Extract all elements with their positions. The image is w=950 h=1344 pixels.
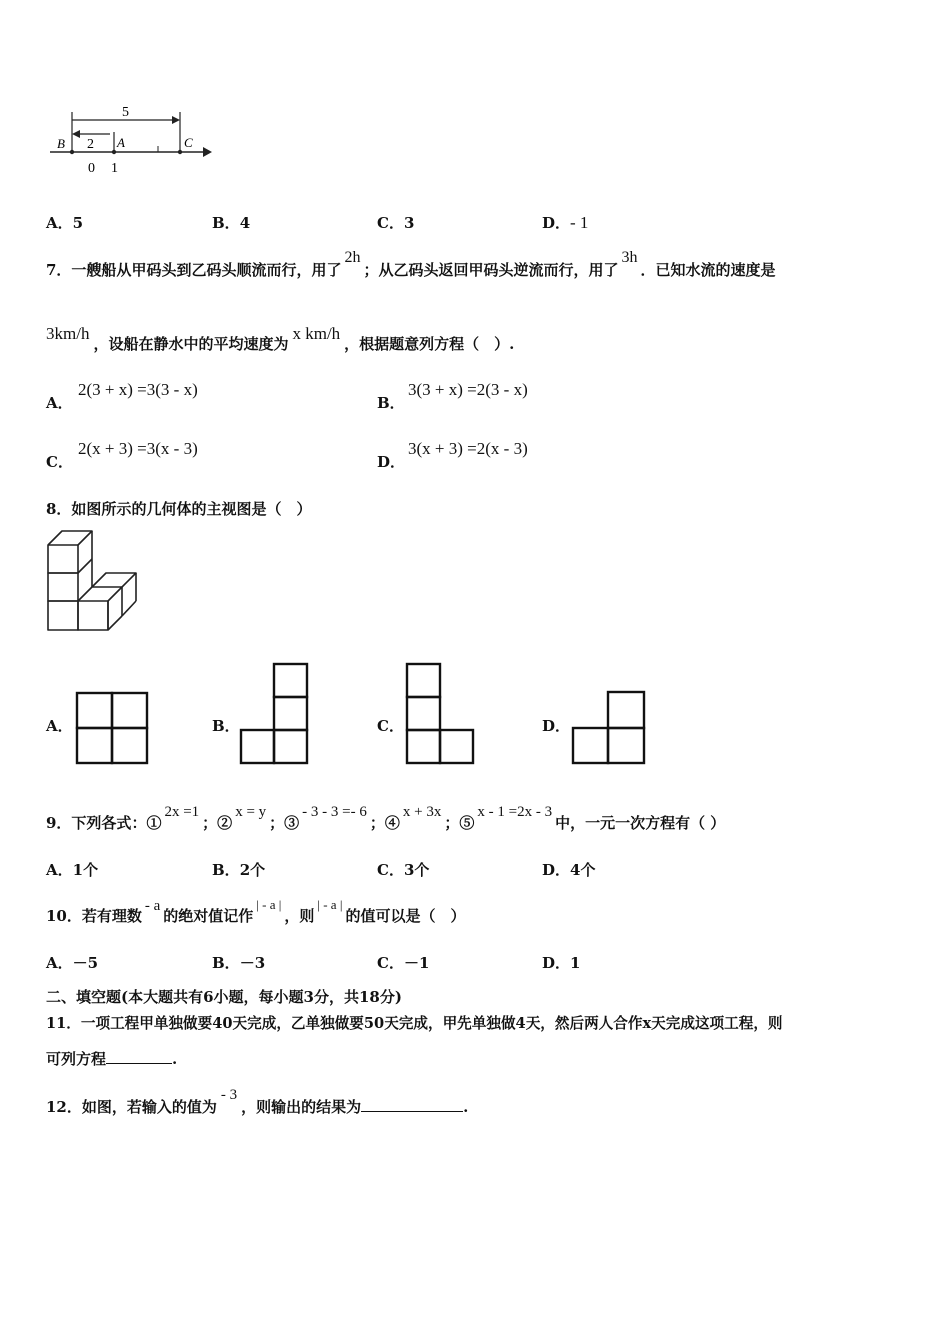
q8-stem: 8．如图所示的几何体的主视图是（ ） [46,500,312,518]
q8-solid-figure [0,520,200,640]
q9-option-b[interactable]: B．2个 [212,861,266,879]
q7-speed: 3km/h [46,324,90,343]
q8-option-c-view [406,663,474,764]
q10-stem: 10．若有理数- a的绝对值记作| - a |，则| - a |的值可以是（ ） [46,897,466,925]
numberline-label-a: A [117,135,125,150]
q9-option-c[interactable]: C．3个 [377,861,430,879]
q9-eq4: x + 3x [402,804,442,820]
q7-t1: 2h [344,249,361,266]
q8-option-d[interactable]: D． [542,717,571,735]
numberline-label-5: 5 [122,105,129,120]
numberline-tick-0: 0 [88,161,95,176]
q7-option-a[interactable]: A． [46,394,73,412]
q7-option-d-expr: 3(x + 3) =2(x - 3) [408,439,528,458]
q7-option-c-expr: 2(x + 3) =3(x - 3) [78,439,198,458]
q7-t2: 3h [621,249,638,266]
q9-option-a[interactable]: A．1个 [46,861,99,879]
q7-option-c[interactable]: C． [46,453,73,471]
q7-var: x km/h [292,324,341,343]
q7-line1: 7．一艘船从甲码头到乙码头顺流而行，用了2h；从乙码头返回甲码头逆流而行，用了3h．已知水流的速度是 [46,249,776,279]
numberline-tick-1: 1 [111,161,118,176]
q6-option-c[interactable]: C．3 [377,214,415,232]
q8-option-b[interactable]: B． [212,717,240,735]
q10-abs-1: | - a | [256,897,282,912]
q7-option-b-expr: 3(3 + x) =2(3 - x) [408,380,528,399]
q7-option-a-expr: 2(3 + x) =3(3 - x) [78,380,198,399]
numberline-label-b: B [57,136,65,151]
q8-option-a[interactable]: A． [46,717,73,735]
q10-neg-a: - a [144,898,161,914]
q7-option-d[interactable]: D． [377,453,406,471]
q9-eq1: 2x =1 [164,804,200,820]
q11-line1: 11．一项工程甲单独做要40天完成，乙单独做要50天完成，甲先单独做4天，然后两人合作x天完成这项工程，则 [46,1015,783,1032]
q10-option-d[interactable]: D．1 [542,954,581,972]
number-line-figure [0,0,950,200]
q9-option-d[interactable]: D．4个 [542,861,596,879]
q8-option-c[interactable]: C． [377,717,404,735]
q12-answer-blank[interactable] [361,1097,463,1112]
q10-option-b[interactable]: B．－3 [212,954,266,972]
q11-answer-blank[interactable] [106,1049,172,1064]
q12-stem: 12．如图，若输入的值为- 3，则输出的结果为 . [46,1087,469,1116]
section-heading: 二、填空题(本大题共有6小题，每小题3分，共18分) [46,988,402,1006]
q10-option-c[interactable]: C．－1 [377,954,430,972]
q6-option-d[interactable]: D．- 1 [542,213,589,232]
numberline-label-c: C [184,135,193,150]
q10-abs-2: | - a | [317,897,343,912]
numberline-label-2: 2 [87,137,94,152]
q11-line2: 可列方程 . [46,1050,178,1068]
q10-option-a[interactable]: A．－5 [46,954,99,972]
q9-eq5: x - 1 =2x - 3 [477,804,553,820]
q7-line2: 3km/h，设船在静水中的平均速度为x km/h，根据题意列方程（ ）. [46,324,515,353]
q7-option-b[interactable]: B． [377,394,405,412]
q8-option-b-view [240,663,308,764]
q9-eq3: - 3 - 3 =- 6 [302,804,367,820]
q9-eq2: x = y [235,804,267,820]
q8-option-d-view [572,691,645,764]
q12-input-value: - 3 [220,1087,238,1103]
q6-option-b[interactable]: B．4 [212,214,251,232]
q6-option-a[interactable]: A．5 [46,214,84,232]
q9-stem: 9．下列各式：①2x =1；②x = y；③- 3 - 3 =- 6；④x + 3x；⑤x - 1 =2x - 3中，一元一次方程有（ ） [46,804,726,832]
q8-option-a-view [76,692,148,764]
